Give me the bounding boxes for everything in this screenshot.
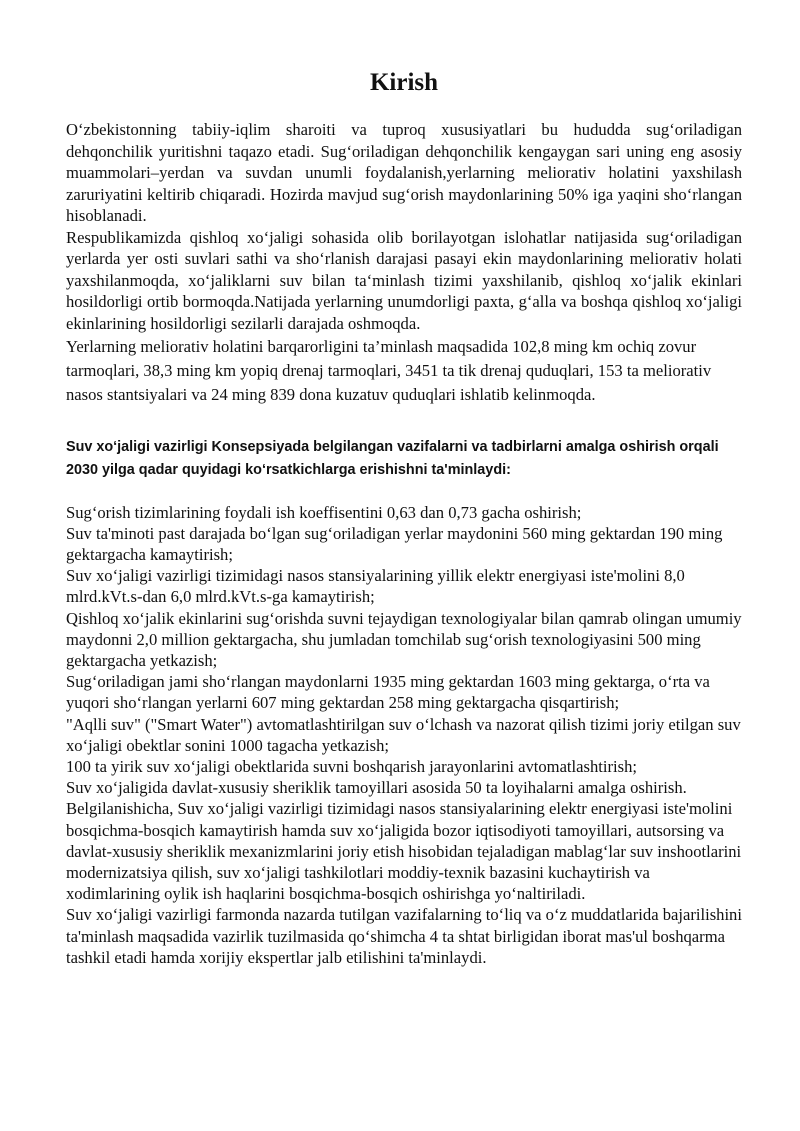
goal-item: 100 ta yirik suv xo‘jaligi obektlarida suvni boshqarish jarayonlarini avtomatlashtirish; xyxy=(66,757,637,777)
intro-paragraph: O‘zbekistonning tabiiy-iqlim sharoiti va tuproq xususiyatlari bu hududda sug‘oriladigan dehqonchilik yuritishni taqazo etadi. Sug‘oriladigan dehqonchilik kengaygan sari uning eng asosiy muammolari–yerdan va suvdan unumli foydalanish,yerlarning meliorativ holatini yaxshilash zaruriyatini keltirib chiqaradi. Hozirda mavjud sug‘orish maydonlarining 50% iga yaqini sho‘rlangan hisoblanadi. xyxy=(66,120,742,225)
goal-item: "Aqlli suv" ("Smart Water") avtomatlashtirilgan suv o‘lchash va nazorat qilish tizimi joriy etilgan suv xo‘jaligi obektlar sonini 1000 tagacha yetkazish; xyxy=(66,714,741,755)
goal-item: Sug‘orish tizimlarining foydali ish koeffisentini 0,63 dan 0,73 gacha oshirish; xyxy=(66,502,582,522)
goal-item: Qishloq xo‘jalik ekinlarini sug‘orishda suvni tejaydigan texnologiyalar bilan qamrab olingan umumiy maydonni 2,0 million gektargacha, shu jumladan tomchilab sug‘orish texnologiyasini 500 ming gektargacha yetkazish; xyxy=(66,608,742,671)
intro-paragraph: Respublikamizda qishloq xo‘jaligi sohasida olib borilayotgan islohatlar natijasida sug‘oriladigan yerlarda yer osti suvlari sathi va sho‘rlanish darajasi pasayi ekin maydonlarining meliorativ holati yaxshilanmoqda, xo‘jaliklarni suv bilan ta‘minlash tizimi yaxshilanib, qishloq xo‘jalik ekinlari hosildorligi ortib bormoqda.Natijada yerlarning unumdorligi paxta, g‘alla va boshqa qishloq xo‘jaligi ekinlarining hosildorligi sezilarli darajada oshmoqda. xyxy=(66,227,742,333)
goal-item: Suv ta'minoti past darajada bo‘lgan sug‘oriladigan yerlar maydonini 560 ming gektardan 190 ming gektargacha kamaytirish; xyxy=(66,523,723,565)
goal-item: Suv xo‘jaligi vazirligi tizimidagi nasos stansiyalarining yillik elektr energiyasi iste'molini 8,0 mlrd.kVt.s-dan 6,0 mlrd.kVt.s-ga kamaytirish; xyxy=(66,566,685,607)
goal-item: Belgilanishicha, Suv xo‘jaligi vazirligi tizimidagi nasos stansiyalarining elektr energiyasi iste'molini bosqichma-bosqich kamaytirish hamda suv xo‘jaligida bozor iqtisodiyoti tamoyillari, autsorsing va davlat-xususiy sheriklik mexanizmlarini joriy etish hisobidan tejaladigan mablag‘lar suv inshootlarini modernizatsiya qilish, suv xo‘jaligi tashkilotlari moddiy-texnik bazasini kuchaytirish va xodimlarining oylik ish haqlarini bosqichma-bosqich oshirishga yo‘naltiriladi. xyxy=(66,799,742,904)
page-title: Kirish xyxy=(369,69,439,96)
goal-item: Sug‘oriladigan jami sho‘rlangan maydonlarni 1935 ming gektardan 1603 ming gektarga, o‘rta va yuqori sho‘rlangan yerlarni 607 ming gektardan 258 ming gektargacha qisqartirish; xyxy=(66,672,710,713)
goal-item: Suv xo‘jaligi vazirligi farmonda nazarda tutilgan vazifalarning to‘liq va o‘z muddatlarida bajarilishini ta'minlash maqsadida vazirlik tuzilmasida qo‘shimcha 4 ta shtat birligidan iborat mas'ul boshqarma tashkil etadi hamda xorijiy ekspertlar jalb etilishini ta'minlaydi. xyxy=(66,905,742,967)
document-page xyxy=(66,0,742,968)
goal-item: Suv xo‘jaligida davlat-xususiy sheriklik tamoyillari asosida 50 ta loyihalarni amalga oshirish. xyxy=(66,778,687,798)
intro-paragraph: Yerlarning meliorativ holatini barqarorligini ta’minlash maqsadida 102,8 ming km ochiq zovur tarmoqlari, 38,3 ming km yopiq drenaj tarmoqlari, 3451 ta tik drenaj quduqlari, 153 ta meliorativ nasos stantsiyalari va 24 ming 839 dona kuzatuv quduqlari ishlatib kelinmoqda. xyxy=(66,337,712,405)
section-heading: Suv xo‘jaligi vazirligi Konsepsiyada belgilangan vazifalarni va tadbirlarni amalga oshirish orqali 2030 yilga qadar quyidagi ko‘rsatkichlarga erishishni ta'minlaydi: xyxy=(66,438,719,478)
intro-section xyxy=(66,119,742,408)
goals-list xyxy=(66,502,742,968)
